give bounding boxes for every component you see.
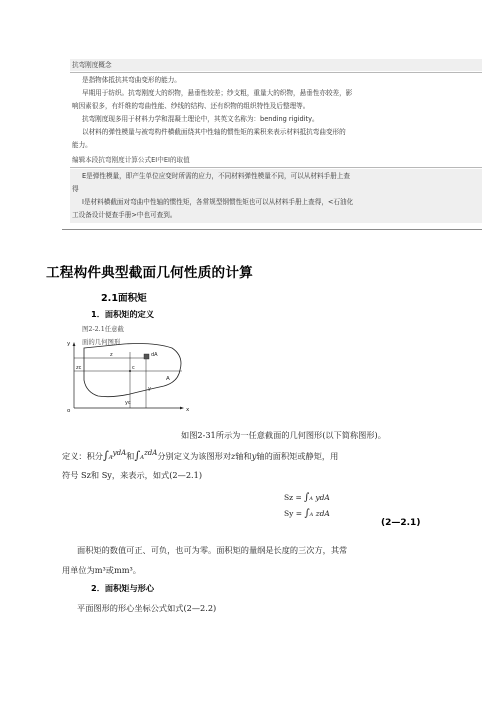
definition-text: 分别定义为该图形对 [157, 451, 232, 461]
integral-sign: ∫ [304, 508, 310, 519]
text-line: 早期用于纺织。抗弯刚度大的织物，悬垂性较差；纱支粗，重量大的织物，悬垂性亦较差，影 [82, 89, 353, 97]
text-line: 得 [72, 185, 79, 193]
text-line: 是指物体抵抗其弯曲变形的能力。 [82, 76, 181, 84]
paragraph-line: 面积矩的数值可正、可负，也可为零。面积矩的量纲是长度的三次方，其常 [77, 545, 348, 555]
equation-row [284, 508, 330, 519]
definition-text: 轴的面积矩或静矩，用 [256, 451, 339, 461]
text-line: I是材料横截面对弯曲中性轴的惯性矩，各常规型钢惯性矩也可以从材料手册上查得，<石油化 [82, 198, 354, 206]
definition-prefix: 定义：积分 [62, 451, 103, 461]
label-y-small: y [148, 386, 151, 392]
paragraph-line: 平面图形的形心坐标公式如式(2—2.2) [77, 603, 217, 613]
label-y: y [67, 341, 71, 347]
text-line: E是弹性模量，即产生单位应变时所需的应力，不同材料弹性模量不同，可以从材料手册上查 [82, 172, 350, 180]
figure-caption-line: 图2-2.1任意截 [82, 325, 124, 333]
eq-body: zdA [315, 509, 330, 518]
integral-sign: ∫ [304, 492, 310, 503]
definition-text: 轴和 [235, 451, 252, 461]
section-title-bending-rigidity: 抗弯刚度概念 [72, 61, 112, 69]
label-yc: yc [125, 400, 131, 406]
label-z: z [110, 352, 113, 358]
label-zc: zc [76, 365, 82, 371]
eq-lhs: Sy = [284, 509, 303, 518]
integral-body: ydA [112, 449, 127, 457]
label-c: c [132, 365, 135, 371]
text-line: 工设备设计便查手册>中也可查到。 [72, 211, 177, 219]
item-heading: 1．面积矩的定义 [91, 309, 155, 319]
definition-line [62, 446, 338, 468]
label-origin: o [67, 408, 71, 414]
equation-row [284, 492, 330, 503]
paragraph-line: 用单位为m³或mm³。 [62, 565, 141, 575]
section-title-ei: 编辑本段抗弯刚度计算公式EI中EI的取值 [72, 156, 190, 164]
integral-sub: A [309, 496, 313, 502]
divider [70, 167, 482, 168]
integral-sub: A [309, 512, 314, 518]
integral-sub: A [140, 455, 145, 461]
subsection-heading: 2.1面积矩 [101, 293, 147, 304]
label-dA: dA [151, 352, 158, 358]
eq-lhs: Sz = [284, 493, 302, 502]
integral-sign: ∫ [134, 449, 141, 462]
eq-body: ydA [315, 493, 330, 502]
paragraph-line: 如图2-31所示为一任意截面的几何图形(以下简称图形)。 [181, 430, 386, 440]
label-x: x [186, 407, 190, 413]
section-figure [62, 334, 202, 414]
paragraph-line: 符号 Sz和 Sy，来表示，如式(2—2.1) [62, 470, 203, 480]
integral-sub: A [108, 455, 113, 461]
main-title: 工程构件典型截面几何性质的计算 [46, 265, 253, 281]
text-line: 能力。 [72, 141, 92, 149]
figure-caption-line: 面的几何图形 [82, 338, 121, 346]
item-heading: 2．面积矩与形心 [91, 583, 155, 593]
equation-block [284, 490, 354, 526]
y-axis: y [251, 451, 257, 461]
equation-number: (2—2.1) [381, 518, 421, 528]
section-title-background [70, 59, 482, 71]
integral-sign: ∫ [102, 449, 109, 462]
integral-body: zdA [144, 449, 158, 457]
separator [62, 229, 482, 230]
label-A: A [166, 376, 170, 382]
z-axis: z [231, 451, 236, 461]
divider [70, 72, 482, 73]
text-line: 以材料的弹性模量与被弯构件横截面绕其中性轴的惯性矩的乘积来表示材料抵抗弯曲变形的 [82, 128, 346, 136]
conjunction: 和 [126, 451, 135, 461]
text-line: 抗弯刚度现多用于材料力学和混凝土理论中，其英文名称为：bending rigidity。 [82, 115, 319, 123]
text-line: 响因素很多，有纤维的弯曲性能、纱线的结构、还有织物的组织特性及后整理等。 [72, 102, 310, 110]
